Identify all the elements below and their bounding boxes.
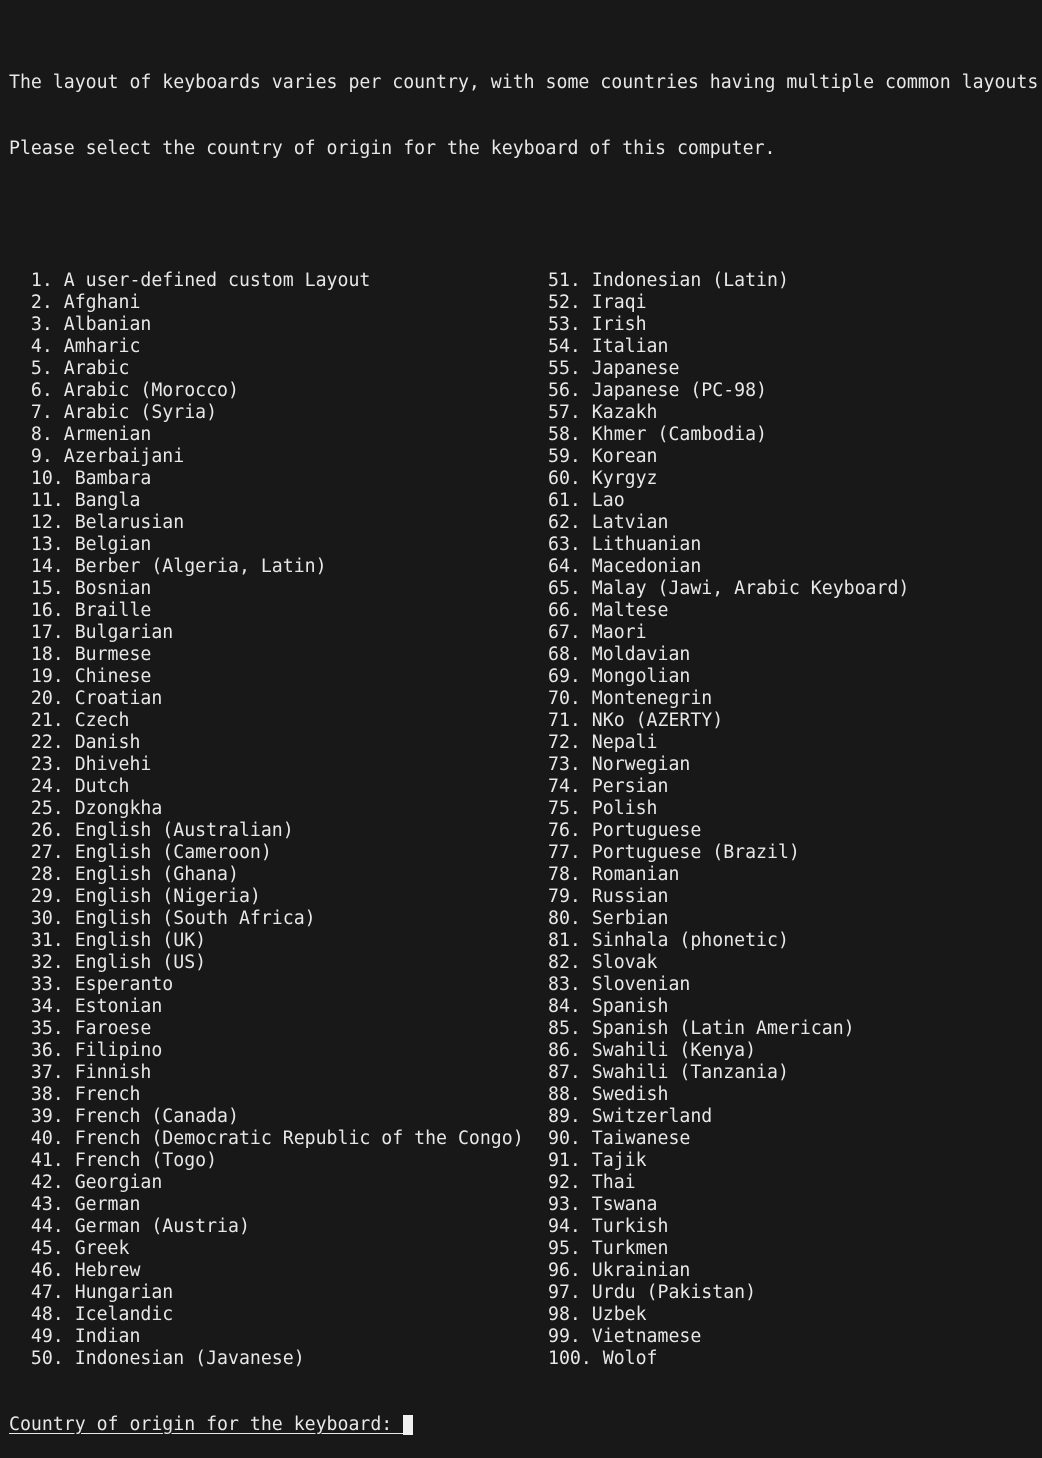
layout-option[interactable]: 23. Dhivehi: [9, 754, 152, 775]
intro-line-2: Please select the country of origin for the keyboard of this computer.: [9, 138, 776, 159]
layout-option[interactable]: 6. Arabic (Morocco): [9, 380, 239, 401]
layout-option[interactable]: 53. Irish: [548, 314, 647, 335]
layout-option[interactable]: 10. Bambara: [9, 468, 152, 489]
layout-option[interactable]: 17. Bulgarian: [9, 622, 174, 643]
layout-option[interactable]: 47. Hungarian: [9, 1282, 174, 1303]
layout-option[interactable]: 86. Swahili (Kenya): [548, 1040, 757, 1061]
layout-option[interactable]: 100. Wolof: [548, 1348, 658, 1369]
layout-option[interactable]: 55. Japanese: [548, 358, 680, 379]
layout-option[interactable]: 62. Latvian: [548, 512, 669, 533]
layout-option[interactable]: 67. Maori: [548, 622, 647, 643]
layout-option[interactable]: 77. Portuguese (Brazil): [548, 842, 800, 863]
layout-option[interactable]: 28. English (Ghana): [9, 864, 239, 885]
layout-option[interactable]: 68. Moldavian: [548, 644, 691, 665]
layout-option[interactable]: 38. French: [9, 1084, 141, 1105]
layout-option[interactable]: 25. Dzongkha: [9, 798, 163, 819]
layout-option[interactable]: 80. Serbian: [548, 908, 669, 929]
layout-option[interactable]: 44. German (Austria): [9, 1216, 250, 1237]
layout-option[interactable]: 2. Afghani: [9, 292, 141, 313]
layout-option[interactable]: 35. Faroese: [9, 1018, 152, 1039]
layout-option[interactable]: 88. Swedish: [548, 1084, 669, 1105]
layout-option[interactable]: 99. Vietnamese: [548, 1326, 702, 1347]
layout-option[interactable]: 43. German: [9, 1194, 141, 1215]
layout-option[interactable]: 7. Arabic (Syria): [9, 402, 218, 423]
layout-option[interactable]: 24. Dutch: [9, 776, 130, 797]
layout-option[interactable]: 76. Portuguese: [548, 820, 702, 841]
layout-option[interactable]: 32. English (US): [9, 952, 207, 973]
layout-option[interactable]: 15. Bosnian: [9, 578, 152, 599]
layout-option[interactable]: 12. Belarusian: [9, 512, 185, 533]
layout-option[interactable]: 29. English (Nigeria): [9, 886, 261, 907]
layout-option[interactable]: 27. English (Cameroon): [9, 842, 272, 863]
layout-option[interactable]: 46. Hebrew: [9, 1260, 141, 1281]
layout-option[interactable]: 48. Icelandic: [9, 1304, 174, 1325]
layout-option[interactable]: 39. French (Canada): [9, 1106, 239, 1127]
layout-option[interactable]: 85. Spanish (Latin American): [548, 1018, 855, 1039]
intro-line-1: The layout of keyboards varies per country, with some countries having multiple common layouts: [9, 72, 1039, 93]
layout-option[interactable]: 60. Kyrgyz: [548, 468, 658, 489]
terminal-window: [9, 28, 1042, 1458]
layout-option[interactable]: 3. Albanian: [9, 314, 152, 335]
layout-option[interactable]: 98. Uzbek: [548, 1304, 647, 1325]
layout-option[interactable]: 11. Bangla: [9, 490, 141, 511]
layout-option[interactable]: 96. Ukrainian: [548, 1260, 691, 1281]
layout-option[interactable]: 81. Sinhala (phonetic): [548, 930, 789, 951]
layout-option[interactable]: 59. Korean: [548, 446, 658, 467]
layout-option[interactable]: 52. Iraqi: [548, 292, 647, 313]
layout-option[interactable]: 26. English (Australian): [9, 820, 294, 841]
layout-option[interactable]: 49. Indian: [9, 1326, 141, 1347]
options-column-right: [548, 270, 909, 1370]
layout-option[interactable]: 65. Malay (Jawi, Arabic Keyboard): [548, 578, 910, 599]
layout-option[interactable]: 95. Turkmen: [548, 1238, 669, 1259]
layout-option[interactable]: 18. Burmese: [9, 644, 152, 665]
layout-option[interactable]: 72. Nepali: [548, 732, 658, 753]
layout-option[interactable]: 70. Montenegrin: [548, 688, 713, 709]
layout-option[interactable]: 56. Japanese (PC-98): [548, 380, 767, 401]
layout-option[interactable]: 14. Berber (Algeria, Latin): [9, 556, 327, 577]
layout-option[interactable]: 78. Romanian: [548, 864, 680, 885]
layout-option[interactable]: 93. Tswana: [548, 1194, 658, 1215]
layout-option[interactable]: 51. Indonesian (Latin): [548, 270, 789, 291]
layout-option[interactable]: 8. Armenian: [9, 424, 152, 445]
layout-option[interactable]: 37. Finnish: [9, 1062, 152, 1083]
options-column-left: [9, 270, 524, 1370]
layout-option[interactable]: 83. Slovenian: [548, 974, 691, 995]
layout-options-list: [9, 270, 1042, 1370]
layout-option[interactable]: 79. Russian: [548, 886, 669, 907]
layout-option[interactable]: 30. English (South Africa): [9, 908, 316, 929]
layout-option[interactable]: 57. Kazakh: [548, 402, 658, 423]
layout-option[interactable]: 41. French (Togo): [9, 1150, 218, 1171]
layout-option[interactable]: 66. Maltese: [548, 600, 669, 621]
layout-option[interactable]: 97. Urdu (Pakistan): [548, 1282, 757, 1303]
layout-option[interactable]: 82. Slovak: [548, 952, 658, 973]
layout-option[interactable]: 61. Lao: [548, 490, 625, 511]
layout-option[interactable]: 54. Italian: [548, 336, 669, 357]
layout-option[interactable]: 40. French (Democratic Republic of the Congo): [9, 1128, 524, 1149]
layout-option[interactable]: 74. Persian: [548, 776, 669, 797]
layout-option[interactable]: 1. A user-defined custom Layout: [9, 270, 371, 291]
layout-option[interactable]: 50. Indonesian (Javanese): [9, 1348, 305, 1369]
layout-option[interactable]: 9. Azerbaijani: [9, 446, 185, 467]
layout-option[interactable]: 21. Czech: [9, 710, 130, 731]
layout-option[interactable]: 71. NKo (AZERTY): [548, 710, 724, 731]
layout-option[interactable]: 34. Estonian: [9, 996, 163, 1017]
layout-option[interactable]: 58. Khmer (Cambodia): [548, 424, 767, 445]
layout-option[interactable]: 64. Macedonian: [548, 556, 702, 577]
layout-option[interactable]: 22. Danish: [9, 732, 141, 753]
layout-option[interactable]: 42. Georgian: [9, 1172, 163, 1193]
layout-option[interactable]: 16. Braille: [9, 600, 152, 621]
layout-option[interactable]: 89. Switzerland: [548, 1106, 713, 1127]
layout-option[interactable]: 4. Amharic: [9, 336, 141, 357]
layout-option[interactable]: 63. Lithuanian: [548, 534, 702, 555]
layout-option[interactable]: 73. Norwegian: [548, 754, 691, 775]
layout-option[interactable]: 19. Chinese: [9, 666, 152, 687]
layout-option[interactable]: 92. Thai: [548, 1172, 636, 1193]
blank-line: [9, 204, 1042, 226]
layout-option[interactable]: 5. Arabic: [9, 358, 130, 379]
layout-option[interactable]: 90. Taiwanese: [548, 1128, 691, 1149]
text-cursor: [403, 1415, 413, 1435]
layout-option[interactable]: 13. Belgian: [9, 534, 152, 555]
layout-option[interactable]: 84. Spanish: [548, 996, 669, 1017]
layout-option[interactable]: 75. Polish: [548, 798, 658, 819]
input-prompt[interactable]: [9, 1414, 1042, 1436]
layout-option[interactable]: 36. Filipino: [9, 1040, 163, 1061]
layout-option[interactable]: 20. Croatian: [9, 688, 163, 709]
layout-option[interactable]: 31. English (UK): [9, 930, 207, 951]
prompt-label: Country of origin for the keyboard:: [9, 1414, 404, 1435]
layout-option[interactable]: 69. Mongolian: [548, 666, 691, 687]
layout-option[interactable]: 45. Greek: [9, 1238, 130, 1259]
layout-option[interactable]: 87. Swahili (Tanzania): [548, 1062, 789, 1083]
layout-option[interactable]: 91. Tajik: [548, 1150, 647, 1171]
layout-option[interactable]: 94. Turkish: [548, 1216, 669, 1237]
layout-option[interactable]: 33. Esperanto: [9, 974, 174, 995]
